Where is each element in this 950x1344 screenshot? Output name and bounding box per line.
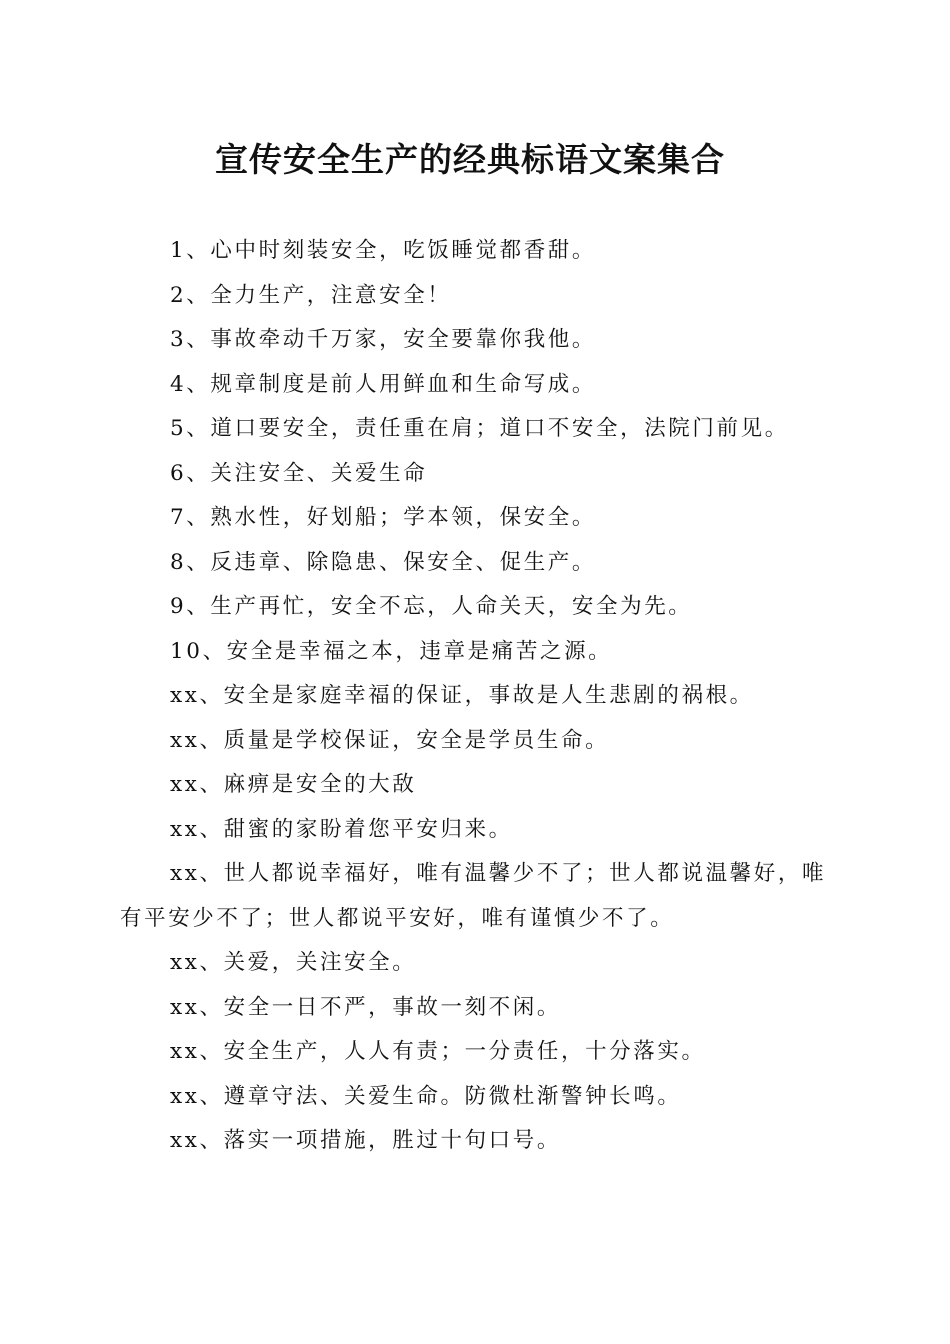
item-number: 10 (170, 638, 203, 664)
item-separator: 、 (186, 327, 211, 352)
item-number: xx (170, 1039, 200, 1064)
item-separator: 、 (186, 238, 211, 263)
list-item (120, 407, 845, 452)
item-number: xx (170, 727, 200, 753)
item-text: 反违章、除隐患、保安全、促生产。 (210, 549, 596, 575)
item-number: 3 (170, 327, 187, 352)
item-separator: 、 (199, 772, 224, 797)
item-number: 1 (170, 238, 187, 263)
item-number: 7 (170, 505, 187, 530)
item-text: 关爱，关注安全。 (223, 950, 417, 975)
list-item (120, 496, 845, 541)
item-number: xx (170, 816, 200, 842)
list-item (120, 808, 845, 853)
item-text: 熟水性，好划船；学本领，保安全。 (210, 505, 596, 530)
item-text: 关注安全、关爱生命 (210, 460, 428, 486)
item-number: 8 (170, 549, 187, 575)
list-item (120, 541, 845, 586)
item-number: xx (170, 994, 200, 1020)
item-text: 安全一日不严，事故一刻不闲。 (223, 994, 561, 1020)
list-item (120, 630, 845, 675)
item-number: xx (170, 950, 200, 975)
item-text: 安全是幸福之本，违章是痛苦之源。 (226, 638, 613, 664)
item-separator: 、 (199, 683, 224, 708)
list-item (120, 229, 845, 274)
list-item (120, 1030, 845, 1075)
item-number: 2 (170, 282, 187, 308)
item-text: 心中时刻装安全，吃饭睡觉都香甜。 (210, 238, 596, 263)
item-number: 9 (170, 594, 187, 619)
item-separator: 、 (186, 416, 211, 441)
item-number: xx (170, 683, 200, 708)
item-separator: 、 (186, 505, 211, 530)
list-item (120, 274, 845, 319)
item-text: 落实一项措施，胜过十句口号。 (223, 1128, 561, 1153)
list-item (120, 363, 845, 408)
list-item (120, 585, 845, 630)
item-separator: 、 (199, 994, 224, 1020)
item-text: 道口要安全，责任重在肩；道口不安全，法院门前见。 (210, 416, 789, 441)
list-item (120, 1075, 845, 1120)
list-item (120, 1119, 845, 1164)
item-separator: 、 (186, 549, 211, 575)
item-text: 甜蜜的家盼着您平安归来。 (223, 816, 513, 842)
item-number: 5 (170, 416, 187, 441)
item-separator: 、 (186, 594, 211, 619)
item-number: xx (170, 772, 200, 797)
item-text: 规章制度是前人用鲜血和生命写成。 (210, 371, 596, 397)
item-number: xx (170, 1128, 200, 1153)
item-separator: 、 (186, 460, 211, 486)
list-item (120, 719, 845, 764)
item-text: 遵章守法、关爱生命。防微杜渐警钟长鸣。 (223, 1083, 682, 1109)
item-number: xx (170, 861, 200, 886)
item-text: 安全是家庭幸福的保证，事故是人生悲剧的祸根。 (223, 683, 754, 708)
item-text: 生产再忙，安全不忘，人命关天，安全为先。 (210, 594, 693, 619)
item-separator: 、 (199, 950, 224, 975)
item-text: 麻痹是安全的大敌 (223, 772, 417, 797)
item-separator: 、 (199, 861, 224, 886)
list-item (120, 318, 845, 363)
item-separator: 、 (199, 1128, 224, 1153)
item-separator: 、 (199, 816, 224, 842)
item-text: 事故牵动千万家，安全要靠你我他。 (210, 327, 596, 352)
list-item (120, 674, 845, 719)
item-separator: 、 (186, 282, 211, 308)
item-number: 6 (170, 460, 187, 486)
item-separator: 、 (186, 371, 211, 397)
item-text: 质量是学校保证，安全是学员生命。 (223, 727, 610, 753)
list-item (120, 452, 845, 497)
item-separator: 、 (202, 638, 227, 664)
item-separator: 、 (199, 727, 224, 753)
slogan-list (120, 229, 845, 1164)
item-text: 世人都说幸福好，唯有温馨少不了；世人都说温馨好，唯有平安少不了；世人都说平安好，唯有谨慎少不了。 (120, 861, 827, 931)
item-separator: 、 (199, 1039, 224, 1064)
list-item (120, 763, 845, 808)
page-title: 宣传安全生产的经典标语文案集合 (215, 140, 725, 179)
item-text: 全力生产，注意安全！ (210, 282, 452, 308)
item-number: 4 (170, 371, 187, 397)
item-text: 安全生产，人人有责；一分责任，十分落实。 (223, 1039, 706, 1064)
item-separator: 、 (199, 1083, 224, 1109)
list-item (120, 986, 845, 1031)
list-item (120, 941, 845, 986)
list-item (120, 852, 845, 941)
item-number: xx (170, 1083, 200, 1109)
